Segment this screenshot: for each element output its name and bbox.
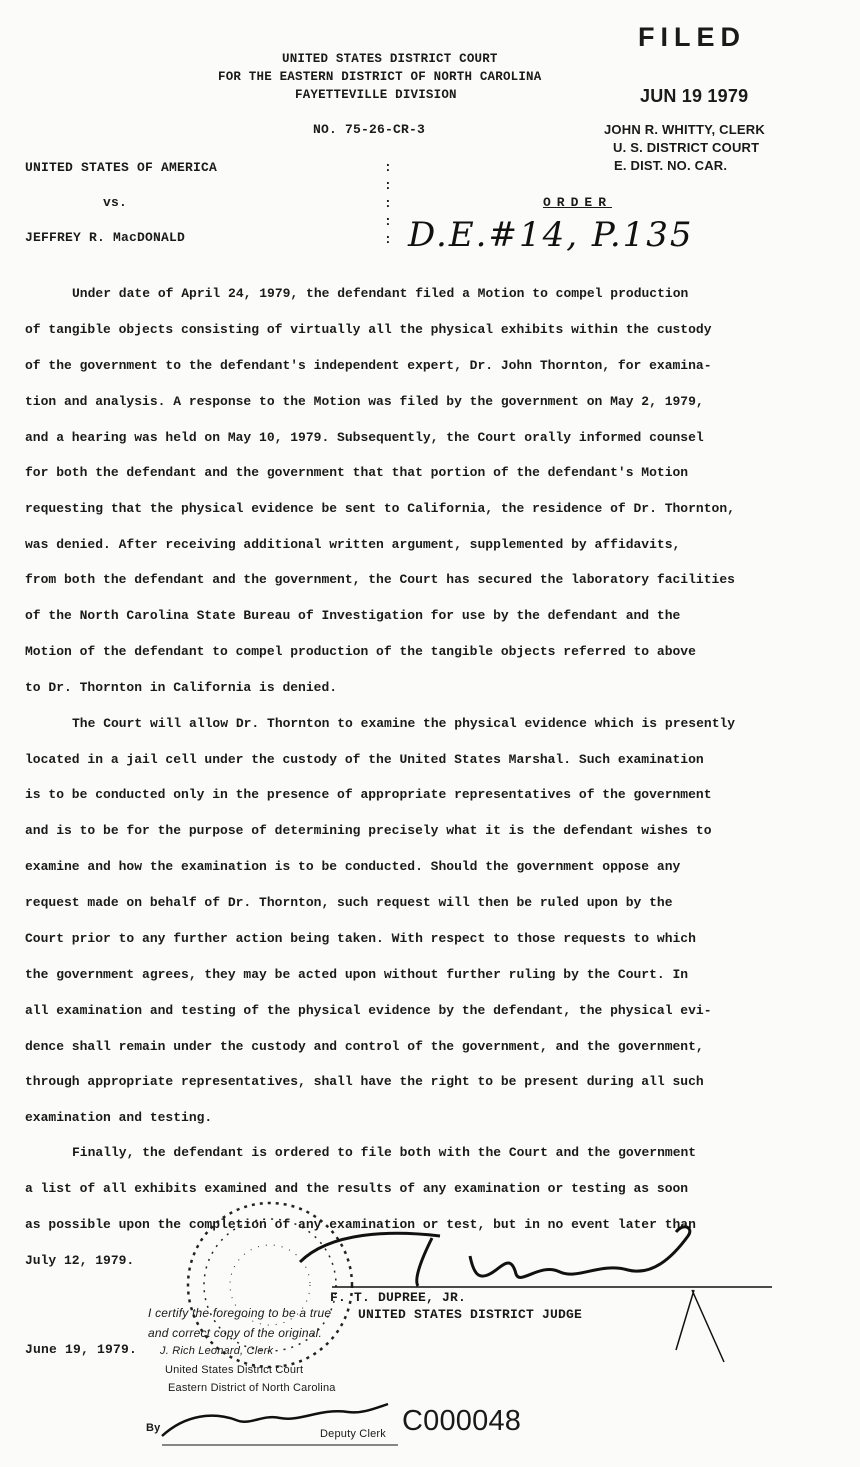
bates-number: C000048 (402, 1405, 522, 1437)
filed-stamp-district: E. DIST. NO. CAR. (614, 158, 728, 173)
body-line: of tangible objects consisting of virtually all the physical exhibits within the custody (25, 322, 712, 337)
handwritten-docket-ref: D.E.#14, P.135 (408, 215, 694, 255)
order-date: June 19, 1979. (25, 1342, 138, 1357)
body-line: for both the defendant and the government that that portion of the defendant's Motion (25, 465, 689, 480)
judge-title: UNITED STATES DISTRICT JUDGE (358, 1307, 583, 1322)
body-line: from both the defendant and the government, the Court has secured the laboratory facilities (25, 572, 735, 587)
certification-line: I certify the foregoing to be a true (148, 1306, 332, 1320)
court-seal-icon (188, 1203, 352, 1367)
body-line: request made on behalf of Dr. Thornton, such request will then be ruled upon by the (25, 895, 673, 910)
body-line: The Court will allow Dr. Thornton to examine the physical evidence which is presently (72, 716, 736, 731)
body-line: as possible upon the completion of any examination or test, but in no event later than (25, 1217, 696, 1232)
body-line: Finally, the defendant is ordered to file both with the Court and the government (72, 1145, 697, 1160)
body-line: July 12, 1979. (25, 1253, 135, 1268)
court-division: FAYETTEVILLE DIVISION (295, 88, 457, 102)
body-line: of the government to the defendant's independent expert, Dr. John Thornton, for examina- (25, 358, 712, 373)
filed-stamp-clerk: JOHN R. WHITTY, CLERK (604, 122, 765, 137)
body-line: is to be conducted only in the presence of appropriate representatives of the government (25, 787, 712, 802)
body-line: to Dr. Thornton in California is denied. (25, 680, 338, 695)
court-district: FOR THE EASTERN DISTRICT OF NORTH CAROLINA (218, 70, 542, 84)
caption-separator: : (384, 196, 393, 211)
body-line: dence shall remain under the custody and control of the government, and the government, (25, 1039, 704, 1054)
body-line: all examination and testing of the physical evidence by the defendant, the physical evi- (25, 1003, 712, 1018)
body-line: Court prior to any further action being taken. With respect to those requests to which (25, 931, 696, 946)
body-line: the government agrees, they may be acted upon without further ruling by the Court. In (25, 967, 689, 982)
certification-line: Eastern District of North Carolina (168, 1382, 336, 1394)
case-number: NO. 75-26-CR-3 (313, 122, 426, 137)
body-line: a list of all exhibits examined and the results of any examination or testing as soon (25, 1181, 689, 1196)
body-line: through appropriate representatives, shall have the right to be present during all such (25, 1074, 704, 1089)
judge-signature-icon (300, 1227, 690, 1286)
certification-line: J. Rich Leonard, Clerk (160, 1345, 274, 1357)
body-line: Under date of April 24, 1979, the defendant filed a Motion to compel production (72, 286, 689, 301)
judge-name: F. T. DUPREE, JR. (330, 1290, 467, 1305)
body-line: examine and how the examination is to be conducted. Should the government oppose any (25, 859, 681, 874)
body-line: located in a jail cell under the custody of the United States Marshal. Such examination (25, 752, 704, 767)
body-line: of the North Carolina State Bureau of Investigation for use by the defendant and the (25, 608, 681, 623)
filed-stamp-label: FILED (638, 22, 746, 52)
certification-by-label: By (146, 1422, 161, 1434)
court-name: UNITED STATES DISTRICT COURT (282, 52, 498, 66)
caption-plaintiff: UNITED STATES OF AMERICA (25, 160, 218, 175)
order-title: ORDER (543, 195, 613, 210)
caption-separator: : (384, 232, 393, 247)
certification-line: United States District Court (165, 1364, 304, 1376)
body-line: tion and analysis. A response to the Motion was filed by the government on May 2, 1979, (25, 394, 704, 409)
filed-stamp-date: JUN 19 1979 (640, 86, 749, 106)
filed-stamp-court: U. S. DISTRICT COURT (613, 140, 760, 155)
body-line: and is to be for the purpose of determining precisely what it is the defendant wishes to (25, 823, 712, 838)
caption-separator: : (384, 178, 393, 193)
caption-versus: vs. (103, 195, 128, 210)
body-line: and a hearing was held on May 10, 1979. Subsequently, the Court orally informed counsel (25, 430, 704, 445)
body-line: examination and testing. (25, 1110, 213, 1125)
body-line: Motion of the defendant to compel production of the tangible objects referred to above (25, 644, 696, 659)
certification-line: and correct copy of the original. (148, 1326, 323, 1340)
body-line: was denied. After receiving additional written argument, supplemented by affidavits, (25, 537, 681, 552)
caption-defendant: JEFFREY R. MacDONALD (25, 230, 186, 245)
deputy-clerk-label: Deputy Clerk (320, 1428, 386, 1440)
caption-separator: : (384, 160, 393, 175)
caption-separator: : (384, 214, 393, 229)
body-line: requesting that the physical evidence be sent to California, the residence of Dr. Thornton, (25, 501, 735, 516)
